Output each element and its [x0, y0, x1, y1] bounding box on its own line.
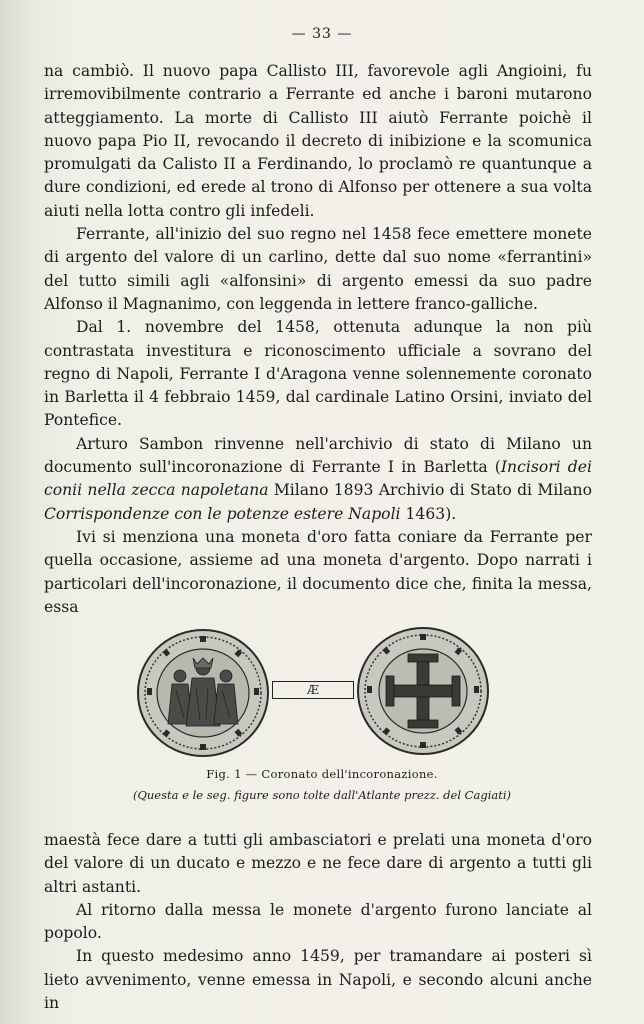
coin-obverse-image [136, 628, 270, 758]
paragraph-1459: In questo medesimo anno 1459, per tramandare ai posteri sì lieto avvenimento, venne emessa in Napoli, e secondo alcuni anche in [44, 947, 592, 1013]
paragraph-coronation: Dal 1. novembre del 1458, ottenuta adunque la non più contrastata investitura e riconoscimento ufficiale a sovrano del regno di Napoli, Ferrante I d'Aragona venne solennemente coronato in Barletta il 4 febbraio 1459, dal cardinale Latino Orsini, inviato del Pontefice. [44, 318, 592, 430]
coin-figure [0, 622, 644, 802]
metal-indicator: Æ [272, 681, 354, 699]
bottom-text-block [44, 829, 592, 1015]
sambon-source-italic: Corrispondenze con le potenze estere Napoli [44, 504, 401, 523]
top-text-block [44, 60, 592, 619]
paragraph-maesta: maestà fece dare a tutti gli ambasciatori e prelati una moneta d'oro del valore di un ducato e mezzo e ne fece dare di argento a tutti gli altri astanti. [44, 831, 592, 896]
sambon-text-2: Milano 1893 Archivio di Stato di Milano [268, 481, 592, 500]
paragraph-sambon [44, 433, 592, 526]
paragraph-callisto: na cambiò. Il nuovo papa Callisto III, favorevole agli Angioini, fu irremovibilmente contrario a Ferrante ed anche i baroni mutarono atteggiamento. La morte di Callisto III aiutò Ferrante poichè il nuovo papa Pio II, revocando il decreto di inibizione e la scomunica promulgati da Calisto II a Ferdinando, lo proclamò re quantunque a dure condizioni, ed erede al trono di Alfonso per ottenere a sua volta aiuti nella lotta contro gli infedeli. [44, 62, 592, 220]
sambon-text-3: 1463). [400, 504, 457, 523]
page-number: — 33 — [291, 26, 353, 42]
paragraph-ferrantini: Ferrante, all'inizio del suo regno nel 1458 fece emettere monete di argento del valore di un carlino, dette dal suo nome «ferrantini» del tutto simili agli «alfonsini» di argento emessi da suo padre Alfonso il Magnanimo, con leggenda in lettere franco-galliche. [44, 225, 592, 313]
figure-caption: Fig. 1 — Coronato dell'incoronazione. [206, 767, 438, 781]
paragraph-ritorno: Al ritorno dalla messa le monete d'argento furono lanciate al popolo. [44, 900, 592, 943]
figure-source-note: (Questa e le seg. figure sono tolte dall'Atlante prezz. del Cagiati) [132, 788, 512, 802]
coin-reverse-image [356, 626, 490, 756]
paragraph-ivi: Ivi si menziona una moneta d'oro fatta coniare da Ferrante per quella occasione, assieme ad una moneta d'argento. Dopo narrati i particolari dell'incoronazione, il documento dice che, finita la messa, essa [44, 527, 592, 616]
sambon-text-1: Arturo Sambon rinvenne nell'archivio di stato di Milano un documento sull'incoronazione di Ferrante I in Barletta ( [44, 434, 592, 477]
sambon-title-italic: Incisori dei conii nella zecca napoletana [44, 458, 592, 500]
